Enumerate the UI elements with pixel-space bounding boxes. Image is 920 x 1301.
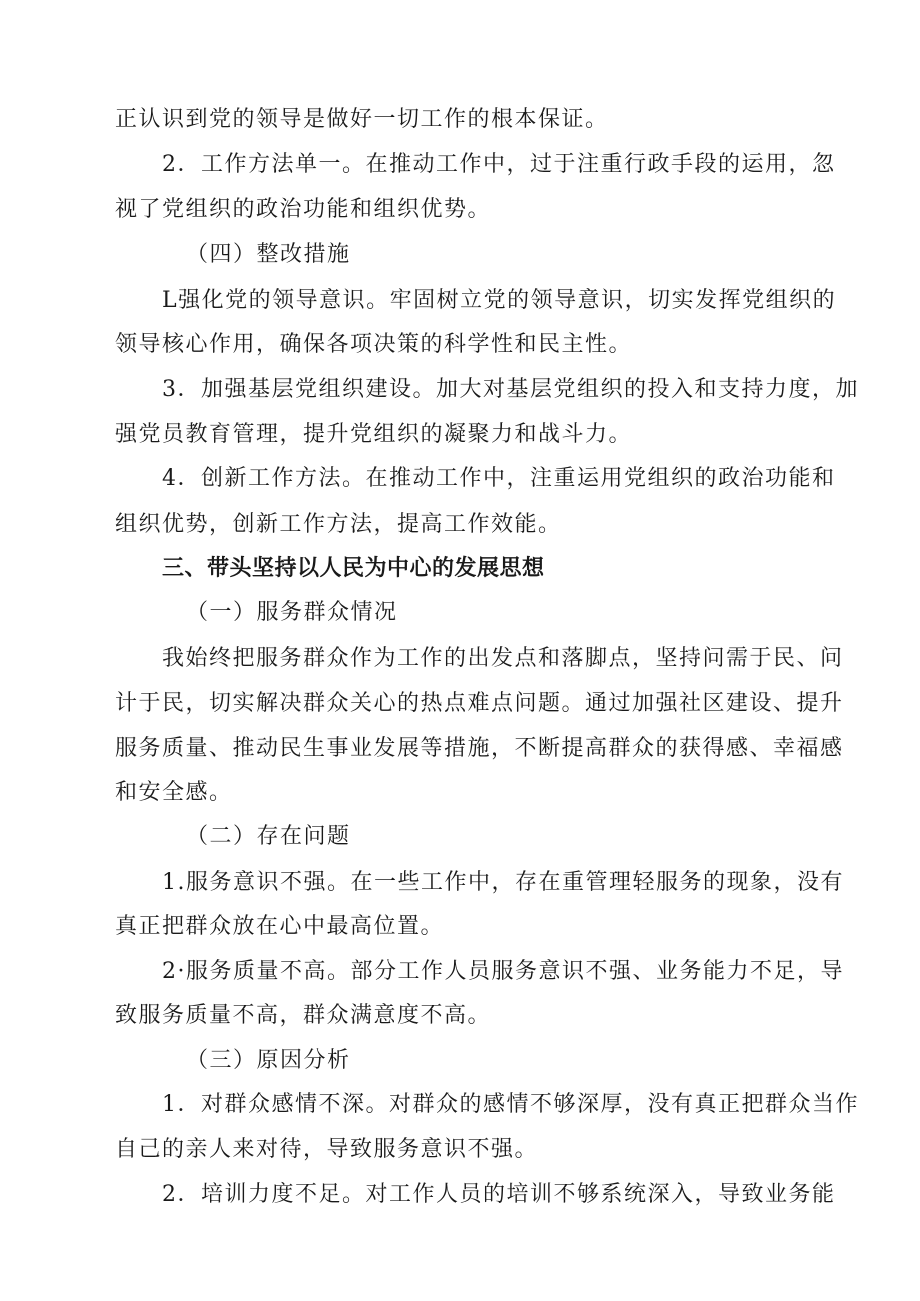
text-line: 1.服务意识不强。在一些工作中，存在重管理轻服务的现象，没有	[162, 870, 844, 895]
text-line: 服务质量、推动民生事业发展等措施，不断提高群众的获得感、幸福感	[115, 736, 844, 761]
text-line: 2．培训力度不足。对工作人员的培训不够系统深入，导致业务能	[162, 1182, 836, 1207]
text-line: 3．加强基层党组织建设。加大对基层党组织的投入和支持力度，加	[162, 377, 859, 402]
section-subheading: （三）原因分析	[186, 1048, 351, 1073]
text-line: 计于民，切实解决群众关心的热点难点问题。通过加强社区建设、提升	[115, 691, 844, 716]
text-line: 自己的亲人来对待，导致服务意识不强。	[115, 1137, 539, 1162]
section-subheading: （一）服务群众情况	[186, 600, 398, 625]
text-line: 致服务质量不高，群众满意度不高。	[115, 1003, 492, 1028]
text-line: 我始终把服务群众作为工作的出发点和落脚点，坚持问需于民、问	[162, 646, 844, 671]
section-heading: 三、带头坚持以人民为中心的发展思想	[162, 556, 545, 581]
text-line: 4．创新工作方法。在推动工作中，注重运用党组织的政治功能和	[162, 466, 836, 491]
text-line: 视了党组织的政治功能和组织优势。	[115, 197, 492, 222]
section-subheading: （四）整改措施	[186, 242, 351, 267]
text-line: 真正把群众放在心中最高位置。	[115, 914, 445, 939]
text-line: 组织优势，创新工作方法，提高工作效能。	[115, 512, 562, 537]
text-line: 2．工作方法单一。在推动工作中，过于注重行政手段的运用，忽	[162, 152, 836, 177]
text-line: 正认识到党的领导是做好一切工作的根本保证。	[115, 107, 609, 132]
text-line: 1．对群众感情不深。对群众的感情不够深厚，没有真正把群众当作	[162, 1092, 859, 1117]
text-line: 领导核心作用，确保各项决策的科学性和民主性。	[115, 332, 633, 357]
text-line: L强化党的领导意识。牢固树立党的领导意识，切实发挥党组织的	[162, 288, 837, 313]
text-line: 和安全感。	[115, 780, 233, 805]
text-line: 强党员教育管理，提升党组织的凝聚力和战斗力。	[115, 422, 633, 447]
section-subheading: （二）存在问题	[186, 824, 351, 849]
text-line: 2·服务质量不高。部分工作人员服务意识不强、业务能力不足，导	[162, 959, 844, 984]
